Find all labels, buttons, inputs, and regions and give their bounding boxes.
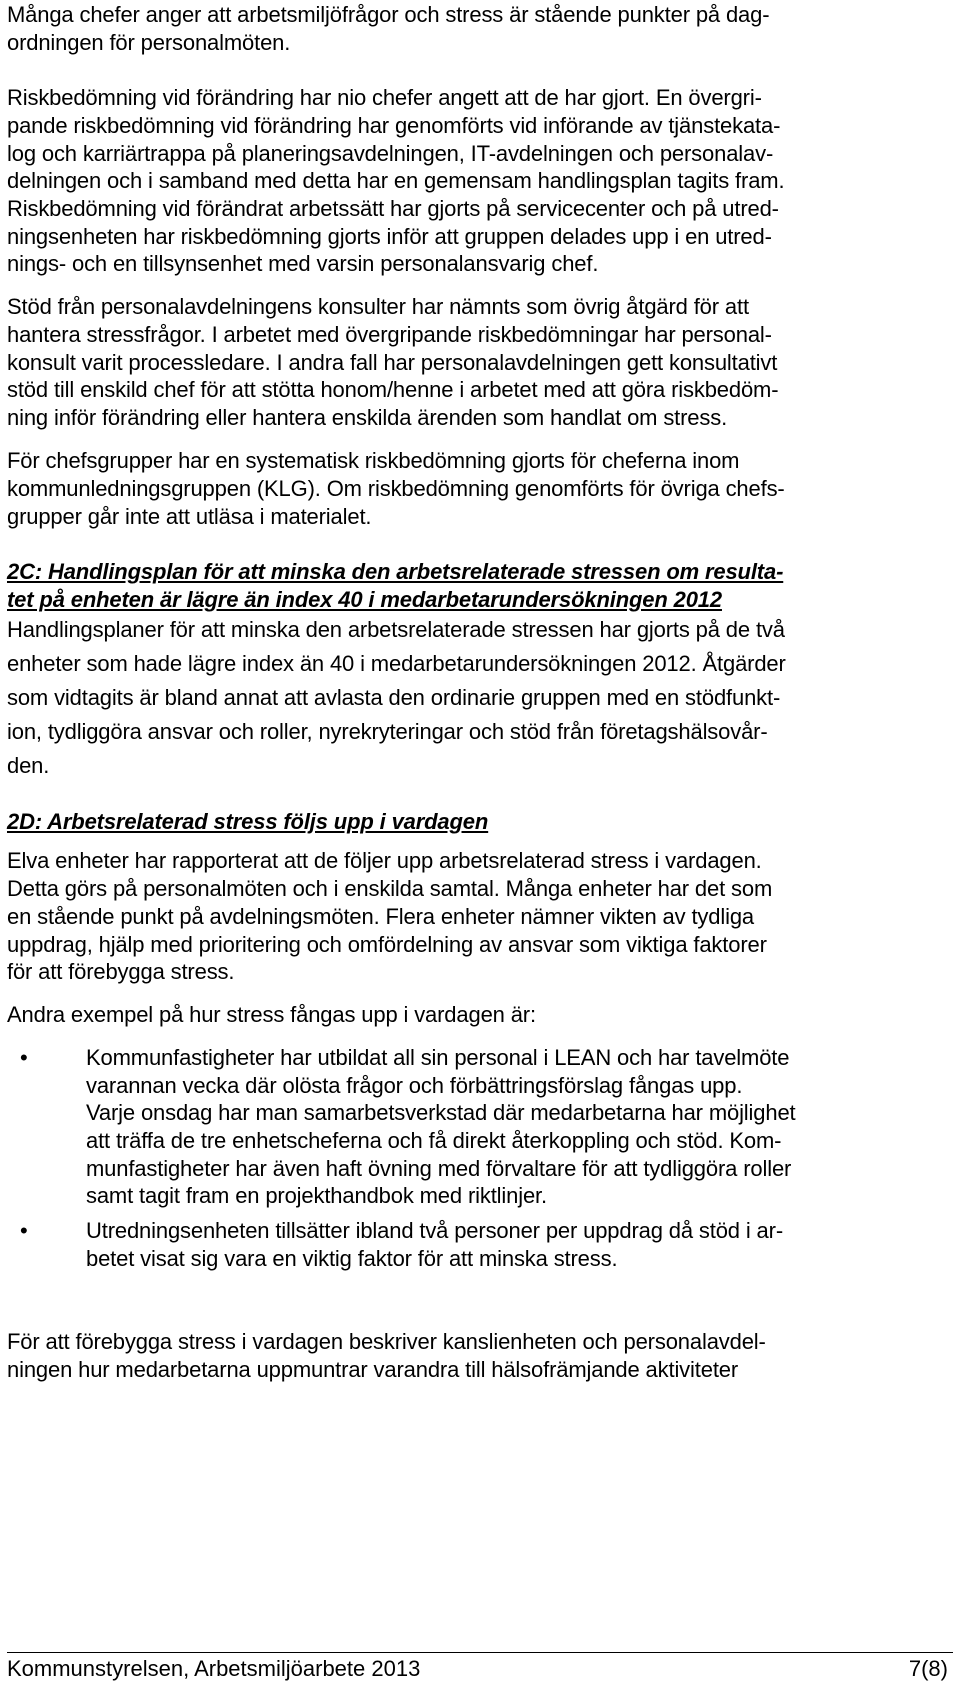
paragraph-line: Elva enheter har rapporterat att de följer upp arbetsrelaterad stress i vardagen. bbox=[7, 848, 762, 873]
list-item-line: Utredningsenheten tillsätter ibland två personer per uppdrag då stöd i ar- bbox=[86, 1218, 783, 1243]
list-item-line: munfastigheter har även haft övning med förvaltare för att tydliggöra roller bbox=[86, 1156, 792, 1181]
paragraph-line: ningsenheten har riskbedömning gjorts inför att gruppen delades upp i en utred- bbox=[7, 224, 772, 249]
list-item-line: samt tagit fram en projekthandbok med riktlinjer. bbox=[86, 1183, 547, 1208]
paragraph-line: en stående punkt på avdelningsmöten. Flera enheter nämner vikten av tydliga bbox=[7, 904, 754, 929]
section-heading: tet på enheten är lägre än index 40 i medarbetarundersökningen 2012 bbox=[7, 587, 722, 612]
paragraph-line: Riskbedömning vid förändring har nio chefer angett att de har gjort. En övergri- bbox=[7, 85, 762, 110]
paragraph-line: pande riskbedömning vid förändring har genomförts vid införande av tjänstekata- bbox=[7, 113, 781, 138]
section-heading: 2C: Handlingsplan för att minska den arbetsrelaterade stressen om resulta- bbox=[7, 559, 784, 584]
bullet-marker: • bbox=[20, 1218, 28, 1243]
paragraph-line: Stöd från personalavdelningens konsulter har nämnts som övrig åtgärd för att bbox=[7, 294, 749, 319]
bullet-marker: • bbox=[20, 1045, 28, 1070]
paragraph-line: hantera stressfrågor. I arbetet med övergripande riskbedömningar har personal- bbox=[7, 322, 772, 347]
paragraph-line: Många chefer anger att arbetsmiljöfrågor och stress är stående punkter på dag- bbox=[7, 2, 770, 27]
list-item-line: Kommunfastigheter har utbildat all sin personal i LEAN och har tavelmöte bbox=[86, 1045, 790, 1070]
paragraph-line: nings- och en tillsynsenhet med varsin personalansvarig chef. bbox=[7, 251, 599, 276]
footer-divider bbox=[7, 1652, 953, 1653]
paragraph-line: Handlingsplaner för att minska den arbetsrelaterade stressen har gjorts på de två bbox=[7, 617, 785, 642]
paragraph-line: konsult varit processledare. I andra fall har personalavdelningen gett konsultativt bbox=[7, 350, 778, 375]
paragraph-line: Detta görs på personalmöten och i enskilda samtal. Många enheter har det som bbox=[7, 876, 773, 901]
section-heading: 2D: Arbetsrelaterad stress följs upp i vardagen bbox=[7, 809, 489, 834]
paragraph-line: uppdrag, hjälp med prioritering och omfördelning av ansvar som viktiga faktorer bbox=[7, 932, 767, 957]
paragraph-line: För att förebygga stress i vardagen beskriver kanslienheten och personalavdel- bbox=[7, 1329, 766, 1354]
list-item-line: Varje onsdag har man samarbetsverkstad där medarbetarna har möjlighet bbox=[86, 1100, 796, 1125]
paragraph-line: delningen och i samband med detta har en gemensam handlingsplan tagits fram. bbox=[7, 168, 785, 193]
paragraph-line: Riskbedömning vid förändrat arbetssätt har gjorts på servicecenter och på utred- bbox=[7, 196, 779, 221]
footer-title: Kommunstyrelsen, Arbetsmiljöarbete 2013 bbox=[7, 1656, 421, 1681]
list-item-line: betet visat sig vara en viktig faktor för att minska stress. bbox=[86, 1246, 618, 1271]
paragraph-line: stöd till enskild chef för att stötta honom/henne i arbetet med att göra riskbedöm- bbox=[7, 377, 779, 402]
paragraph-line: ning inför förändring eller hantera enskilda ärenden som handlat om stress. bbox=[7, 405, 728, 430]
paragraph-line: ningen hur medarbetarna uppmuntrar varandra till hälsofrämjande aktiviteter bbox=[7, 1357, 739, 1382]
paragraph-line: den. bbox=[7, 753, 50, 778]
list-item-line: att träffa de tre enhetscheferna och få direkt återkoppling och stöd. Kom- bbox=[86, 1128, 782, 1153]
paragraph-line: som vidtagits är bland annat att avlasta den ordinarie gruppen med en stödfunkt- bbox=[7, 685, 781, 710]
list-item-line: varannan vecka där olösta frågor och förbättringsförslag fångas upp. bbox=[86, 1073, 743, 1098]
paragraph-line: enheter som hade lägre index än 40 i medarbetarundersökningen 2012. Åtgärder bbox=[7, 651, 786, 676]
paragraph-line: För chefsgrupper har en systematisk riskbedömning gjorts för cheferna inom bbox=[7, 448, 740, 473]
paragraph-line: för att förebygga stress. bbox=[7, 959, 235, 984]
paragraph-line: ion, tydliggöra ansvar och roller, nyrekryteringar och stöd från företagshälsovår- bbox=[7, 719, 768, 744]
paragraph-line: log och karriärtrappa på planeringsavdelningen, IT-avdelningen och personalav- bbox=[7, 141, 774, 166]
paragraph-line: kommunledningsgruppen (KLG). Om riskbedömning genomförts för övriga chefs- bbox=[7, 476, 785, 501]
page-number: 7(8) bbox=[908, 1656, 948, 1681]
paragraph-line: Andra exempel på hur stress fångas upp i vardagen är: bbox=[7, 1002, 536, 1027]
paragraph-line: ordningen för personalmöten. bbox=[7, 30, 291, 55]
paragraph-line: grupper går inte att utläsa i materialet. bbox=[7, 504, 372, 529]
